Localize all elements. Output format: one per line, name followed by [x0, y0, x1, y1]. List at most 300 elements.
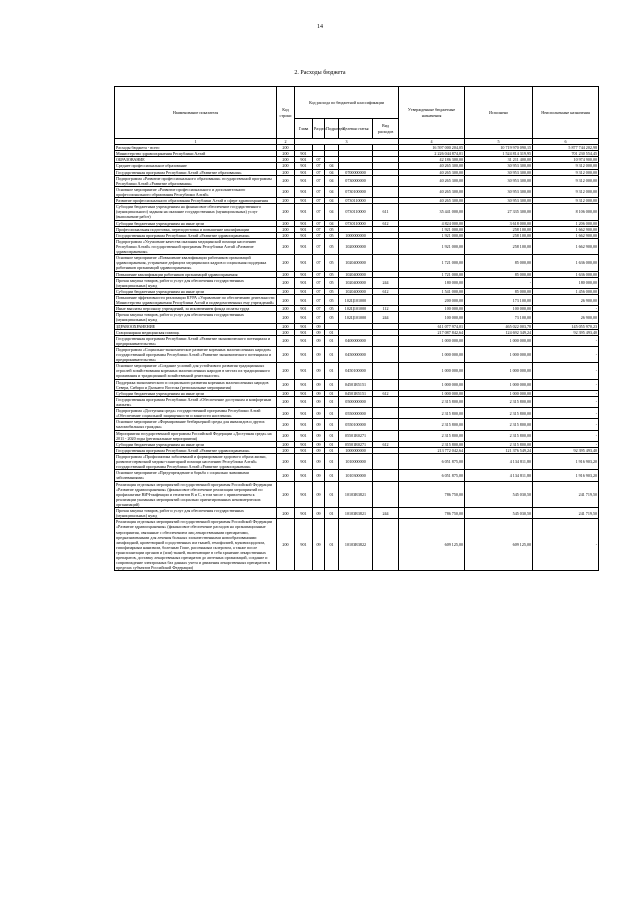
cell-gl: 901 [295, 306, 313, 312]
cell-rz: 09 [313, 390, 325, 396]
cell-code: 200 [277, 220, 295, 226]
table-row [115, 441, 599, 447]
cell-unexecuted: - [533, 441, 599, 447]
cell-approved: 611 077 974,01 [399, 323, 465, 329]
cell-rz: 09 [313, 396, 325, 407]
cell-gl: 901 [295, 408, 313, 419]
cell-pr: 04 [325, 163, 339, 169]
cell-vr [373, 481, 399, 508]
cell-code: 200 [277, 306, 295, 312]
cell-name: Профессиональная подготовка, переподготовка и повышение квалификации [115, 226, 277, 232]
cell-rz: 09 [313, 408, 325, 419]
cell-code: 200 [277, 175, 295, 186]
cell-vr: 612 [373, 390, 399, 396]
header-razdel: Раздел [313, 119, 325, 139]
cell-gl: 901 [295, 220, 313, 226]
cell-code: 200 [277, 447, 295, 453]
cell-pr: 05 [325, 255, 339, 271]
cell-cs: 10103R3821 [339, 481, 373, 508]
cell-executed: 10 719 970 090,15 [465, 145, 533, 151]
cell-cs: 0730000000 [339, 175, 373, 186]
cell-approved: 35 441 000,00 [399, 204, 465, 220]
cell-executed: 258 100,00 [465, 226, 533, 232]
cell-unexecuted: 241 719,50 [533, 508, 599, 519]
cell-cs: 10103R3822 [339, 519, 373, 571]
cell-vr: 612 [373, 441, 399, 447]
header-vid: Вид расходов [373, 119, 399, 139]
cell-gl: 901 [295, 390, 313, 396]
colnum-4: 4 [399, 139, 465, 145]
cell-name: Подпрограмма «Доступная среда» государственной программы Республики Алтай «Обеспечение социальной защищенности и занятости населения» [115, 408, 277, 419]
cell-name: Стационарная медицинская помощь [115, 329, 277, 335]
cell-code: 200 [277, 186, 295, 197]
cell-rz: 09 [313, 508, 325, 519]
cell-cs: 10103R3821 [339, 508, 373, 519]
cell-unexecuted: 1 636 000,00 [533, 271, 599, 277]
cell-code: 200 [277, 255, 295, 271]
cell-vr [373, 430, 399, 441]
section-title: 2. Расходы бюджета [294, 70, 346, 76]
cell-cs: 04501R5151 [339, 390, 373, 396]
cell-executed: 465 022 003,78 [465, 323, 533, 329]
cell-code: 200 [277, 454, 295, 470]
cell-approved: 1 721 000,00 [399, 255, 465, 271]
cell-code: 200 [277, 335, 295, 346]
cell-rz: 07 [313, 220, 325, 226]
cell-name: Иные выплаты персоналу учреждений, за исключением фонда оплаты труда [115, 306, 277, 312]
cell-executed: - [465, 277, 533, 288]
cell-approved: 213 772 042,64 [399, 447, 465, 453]
cell-gl: 901 [295, 238, 313, 254]
table-row [115, 220, 599, 226]
cell-pr: 01 [325, 454, 339, 470]
cell-cs: 0730110000 [339, 204, 373, 220]
cell-cs: 0450000000 [339, 346, 373, 362]
cell-cs: 0550000000 [339, 408, 373, 419]
cell-vr [373, 363, 399, 379]
cell-vr: 244 [373, 277, 399, 288]
colnum-1: 1 [115, 139, 277, 145]
cell-approved: 1 000 000,00 [399, 363, 465, 379]
cell-approved: 40 265 300,00 [399, 175, 465, 186]
cell-code: 200 [277, 145, 295, 151]
cell-executed: 3 618 000,00 [465, 220, 533, 226]
cell-cs: 102Ц101000 [339, 294, 373, 305]
cell-approved: 1 541 000,00 [399, 288, 465, 294]
header-code: Код строки [277, 87, 295, 139]
cell-unexecuted: 701 230 554,45 [533, 151, 599, 157]
cell-gl: 901 [295, 271, 313, 277]
cell-code: 200 [277, 519, 295, 571]
cell-vr [373, 346, 399, 362]
cell-vr [373, 396, 399, 407]
cell-code: 200 [277, 277, 295, 288]
cell-cs: 0400000000 [339, 335, 373, 346]
cell-approved: 2 226 044 874,01 [399, 151, 465, 157]
table-row [115, 379, 599, 390]
cell-gl: 901 [295, 169, 313, 175]
cell-approved: 4 824 000,00 [399, 220, 465, 226]
cell-rz: 09 [313, 329, 325, 335]
cell-unexecuted: 1 636 000,00 [533, 255, 599, 271]
cell-approved: 1 921 000,00 [399, 238, 465, 254]
cell-unexecuted: 241 719,50 [533, 481, 599, 508]
cell-unexecuted: 92 395 493,40 [533, 447, 599, 453]
cell-pr: 05 [325, 238, 339, 254]
cell-cs: 1000000000 [339, 447, 373, 453]
table-row [115, 396, 599, 407]
cell-executed: 73 100,00 [465, 312, 533, 323]
cell-executed: 1 000 000,00 [465, 363, 533, 379]
cell-name: Поддержка экономического и социального развития коренных малочисленных народов Севера, Сибири и Дальнего Востока (региональные мероприятия) [115, 379, 277, 390]
cell-rz: 09 [313, 447, 325, 453]
cell-name: Государственная программа Республики Алтай «Развитие здравоохранения» [115, 232, 277, 238]
colnum-6: 6 [533, 139, 599, 145]
cell-gl: 901 [295, 151, 313, 157]
cell-name: Государственная программа Республики Алтай «Развитие здравоохранения» [115, 447, 277, 453]
cell-code: 200 [277, 390, 295, 396]
cell-rz: 07 [313, 157, 325, 163]
cell-unexecuted: 1 916 903,20 [533, 470, 599, 481]
cell-code: 200 [277, 271, 295, 277]
cell-rz: 09 [313, 323, 325, 329]
cell-code: 200 [277, 346, 295, 362]
cell-pr: 01 [325, 408, 339, 419]
cell-name: Реализация отдельных мероприятий государственной программы Российской Федерации «Развитие здравоохранения» (финансовое обеспечение расходов на организационные мероприятия, связанные с обеспечением лиц лекарственными препаратами, предназначенными для лечения больных злокачественными новообразованиями лимфоидной, кроветворной и родственных им тканей, гемофилией, муковисцидозом, гипофизарным нанизмом, болезнью Гоше, рассеянным склерозом, а также после трансплантации органов и (или) тканей, включающие в себя хранение лекарственных препаратов, доставку лекарственных препаратов до аптечных организаций, создание и сопровождение электронных баз данных учета и движения лекарственных препаратов в пределах субъектов Российской Федерации) [115, 519, 277, 571]
table-row [115, 454, 599, 470]
cell-executed: 2 315 800,00 [465, 419, 533, 430]
cell-code: 200 [277, 481, 295, 508]
cell-gl: 901 [295, 363, 313, 379]
cell-rz: 07 [313, 294, 325, 305]
cell-pr: 01 [325, 519, 339, 571]
cell-approved: 42 186 300,00 [399, 157, 465, 163]
cell-name: Государственная программа Республики Алтай «Развитие образования» [115, 169, 277, 175]
cell-vr [373, 186, 399, 197]
cell-gl: 901 [295, 454, 313, 470]
cell-name: Повышение эффективности реализации КУРА «Управление по обеспечению деятельности Министерства здравоохранения Республики Алтай и подведомственных ему учреждений» [115, 294, 277, 305]
cell-executed: 258 100,00 [465, 238, 533, 254]
table-row [115, 277, 599, 288]
header-glava: Глава [295, 119, 313, 139]
cell-executed: 30 953 300,00 [465, 163, 533, 169]
cell-rz: 09 [313, 346, 325, 362]
cell-approved: 180 000,00 [399, 277, 465, 288]
table-row [115, 447, 599, 453]
cell-code: 200 [277, 363, 295, 379]
cell-pr: 05 [325, 271, 339, 277]
cell-vr [373, 238, 399, 254]
header-classification: Код расхода по бюджетной классификации [295, 87, 399, 119]
cell-approved: 2 315 800,00 [399, 430, 465, 441]
cell-unexecuted: 9 312 000,00 [533, 163, 599, 169]
table-row [115, 175, 599, 186]
cell-executed: 31 211 400,00 [465, 157, 533, 163]
cell-code: 200 [277, 441, 295, 447]
cell-approved: 6 051 875,00 [399, 454, 465, 470]
cell-rz: 07 [313, 232, 325, 238]
cell-rz: 07 [313, 169, 325, 175]
cell-pr: 01 [325, 379, 339, 390]
cell-vr [373, 294, 399, 305]
cell-code: 200 [277, 232, 295, 238]
cell-name: Субсидии бюджетным учреждениям на иные цели [115, 441, 277, 447]
cell-unexecuted: 1 206 000,00 [533, 220, 599, 226]
table-row [115, 186, 599, 197]
cell-gl: 901 [295, 204, 313, 220]
cell-gl: 901 [295, 232, 313, 238]
cell-executed: 1 000 000,00 [465, 390, 533, 396]
cell-executed: 121 376 549,24 [465, 447, 533, 453]
cell-vr: 244 [373, 312, 399, 323]
cell-code: 200 [277, 396, 295, 407]
table-row [115, 271, 599, 277]
cell-rz: 07 [313, 175, 325, 186]
cell-approved: 217 087 842,64 [399, 329, 465, 335]
cell-rz: 07 [313, 306, 325, 312]
header-name: Наименование показателя [115, 87, 277, 139]
cell-unexecuted: - [533, 363, 599, 379]
cell-approved: 2 315 800,00 [399, 419, 465, 430]
header-executed: Исполнено [465, 87, 533, 139]
table-row [115, 238, 599, 254]
cell-code: 200 [277, 204, 295, 220]
cell-pr: 05 [325, 294, 339, 305]
cell-cs: 05501R0271 [339, 441, 373, 447]
cell-rz: 09 [313, 335, 325, 346]
cell-executed: 30 953 300,00 [465, 198, 533, 204]
cell-rz: 09 [313, 419, 325, 430]
cell-approved: 1 000 000,00 [399, 390, 465, 396]
cell-cs: 1020400000 [339, 288, 373, 294]
cell-rz: 09 [313, 363, 325, 379]
cell-vr: 244 [373, 508, 399, 519]
colnum-5: 5 [465, 139, 533, 145]
cell-rz: 07 [313, 226, 325, 232]
cell-unexecuted: 1 916 903,20 [533, 454, 599, 470]
cell-rz: 07 [313, 163, 325, 169]
page-number: 14 [317, 24, 323, 30]
cell-rz: 07 [313, 238, 325, 254]
cell-gl: 901 [295, 323, 313, 329]
cell-executed: 1 000 000,00 [465, 346, 533, 362]
cell-code: 200 [277, 329, 295, 335]
cell-rz: 07 [313, 277, 325, 288]
cell-name: Развитие профессионального образования Республики Алтай в сфере здравоохранения [115, 198, 277, 204]
cell-pr: 04 [325, 169, 339, 175]
cell-executed: 2 315 800,00 [465, 441, 533, 447]
cell-executed: 124 692 349,24 [465, 329, 533, 335]
cell-unexecuted: 1 662 900,00 [533, 226, 599, 232]
cell-pr: 01 [325, 470, 339, 481]
cell-pr: 05 [325, 288, 339, 294]
cell-approved: 1 921 000,00 [399, 232, 465, 238]
cell-name: ЗДРАВООХРАНЕНИЕ [115, 323, 277, 329]
cell-gl: 901 [295, 519, 313, 571]
table-row [115, 169, 599, 175]
cell-pr: 04 [325, 175, 339, 186]
table-row [115, 335, 599, 346]
cell-approved: 786 750,00 [399, 481, 465, 508]
cell-cs: 1000000000 [339, 232, 373, 238]
cell-name: Мероприятия государственной программы Российской Федерации «Доступная среда» на 2011 - 2020 годы (региональные мероприятия) [115, 430, 277, 441]
cell-gl: 901 [295, 163, 313, 169]
cell-gl: 901 [295, 396, 313, 407]
table-body [115, 145, 599, 571]
table-row [115, 390, 599, 396]
cell-cs: 102Ц101000 [339, 306, 373, 312]
cell-vr: 611 [373, 204, 399, 220]
cell-rz: 09 [313, 454, 325, 470]
cell-unexecuted: 1 662 900,00 [533, 238, 599, 254]
cell-executed: 85 000,00 [465, 255, 533, 271]
header-unexecuted: Неисполненные назначения [533, 87, 599, 139]
table-row [115, 419, 599, 430]
cell-vr: 612 [373, 288, 399, 294]
table-row [115, 470, 599, 481]
table-row [115, 204, 599, 220]
cell-cs: 1020000000 [339, 238, 373, 254]
cell-rz: 07 [313, 198, 325, 204]
cell-executed: 545 030,50 [465, 508, 533, 519]
cell-name: Государственная программа Республики Алтай «Развитие экономического потенциала и предпринимательства» [115, 335, 277, 346]
cell-cs: 1010000000 [339, 454, 373, 470]
cell-gl: 901 [295, 470, 313, 481]
cell-name: Расходы бюджета - всего [115, 145, 277, 151]
table-row [115, 481, 599, 508]
cell-code: 200 [277, 408, 295, 419]
table-row [115, 294, 599, 305]
cell-name: Субсидии бюджетным учреждениям на иные цели [115, 288, 277, 294]
cell-gl: 901 [295, 447, 313, 453]
cell-name: Министерство здравоохранения Республики Алтай [115, 151, 277, 157]
cell-executed: 85 000,00 [465, 271, 533, 277]
cell-unexecuted: 9 312 000,00 [533, 198, 599, 204]
cell-unexecuted: 180 000,00 [533, 277, 599, 288]
cell-name: Основное мероприятие «Предупреждение и борьба с социально значимыми заболеваниями» [115, 470, 277, 481]
cell-name: ОБРАЗОВАНИЕ [115, 157, 277, 163]
cell-code: 200 [277, 226, 295, 232]
cell-unexecuted: 145 055 970,23 [533, 323, 599, 329]
table-row [115, 430, 599, 441]
cell-name: Основное мероприятие «Повышение квалификации работников организаций здравоохранения, устранение дефицита медицинских кадров и социальная поддержка работников организаций здравоохранения» [115, 255, 277, 271]
table-row [115, 363, 599, 379]
cell-gl: 901 [295, 255, 313, 271]
cell-gl: 901 [295, 508, 313, 519]
cell-code: 200 [277, 430, 295, 441]
cell-name: Подпрограмма «Профилактика заболеваний и формирование здорового образа жизни, развитие первичной медико-санитарной помощи населению Республики Алтай» государственной программы Республики Алтай «Развитие здравоохранения» [115, 454, 277, 470]
cell-unexecuted: 8 106 000,00 [533, 204, 599, 220]
cell-vr [373, 454, 399, 470]
cell-cs: 1010300000 [339, 470, 373, 481]
cell-vr [373, 255, 399, 271]
cell-cs: 0550100000 [339, 419, 373, 430]
cell-unexecuted: 9 312 000,00 [533, 186, 599, 197]
cell-cs: 05501R0271 [339, 430, 373, 441]
cell-gl: 901 [295, 186, 313, 197]
cell-approved: 40 265 300,00 [399, 186, 465, 197]
cell-pr: 04 [325, 186, 339, 197]
cell-code: 200 [277, 470, 295, 481]
cell-gl: 901 [295, 419, 313, 430]
cell-rz: 09 [313, 519, 325, 571]
cell-gl: 901 [295, 312, 313, 323]
cell-vr [373, 419, 399, 430]
cell-name: Прочая закупка товаров, работ и услуг для обеспечения государственных (муниципальных) нужд [115, 508, 277, 519]
cell-approved: 1 000 000,00 [399, 335, 465, 346]
cell-cs: 0730100000 [339, 186, 373, 197]
cell-unexecuted: - [533, 519, 599, 571]
cell-name: Субсидии бюджетным учреждениям на иные цели [115, 390, 277, 396]
cell-vr [373, 335, 399, 346]
cell-pr: 01 [325, 329, 339, 335]
cell-gl: 901 [295, 430, 313, 441]
cell-name: Основное мероприятие «Формирование безбарьерной среды для инвалидов и других маломобильных граждан» [115, 419, 277, 430]
cell-vr [373, 470, 399, 481]
cell-vr: 112 [373, 306, 399, 312]
table-row [115, 408, 599, 419]
cell-approved: 6 051 875,00 [399, 470, 465, 481]
cell-name: Прочая закупка товаров, работ и услуг для обеспечения государственных (муниципальных) нужд [115, 312, 277, 323]
cell-approved: 786 750,00 [399, 508, 465, 519]
cell-unexecuted: - [533, 390, 599, 396]
cell-gl: 901 [295, 481, 313, 508]
cell-rz: 09 [313, 430, 325, 441]
cell-name: Подпрограмма «Улучшение качества оказания медицинской помощи населению Республики Алтай» государственной программы Республики Алтай «Развитие здравоохранения» [115, 238, 277, 254]
cell-name: Реализация отдельных мероприятий государственной программы Российской Федерации «Развитие здравоохранения» (финансовое обеспечение реализации мероприятий по профилактике ВИЧ-инфекции и гепатитов B и C, в том числе с привлечением к реализации указанных мероприятий социально ориентированных некоммерческих организаций) [115, 481, 277, 508]
cell-unexecuted: 9 312 000,00 [533, 175, 599, 186]
table-row [115, 312, 599, 323]
cell-approved: 2 315 800,00 [399, 441, 465, 447]
cell-pr: 05 [325, 232, 339, 238]
cell-cs: 102Ц101000 [339, 312, 373, 323]
cell-cs: 1020400000 [339, 277, 373, 288]
cell-vr [373, 519, 399, 571]
cell-cs: 1020400000 [339, 255, 373, 271]
table-row [115, 198, 599, 204]
cell-code: 200 [277, 419, 295, 430]
cell-pr: 01 [325, 430, 339, 441]
cell-unexecuted: - [533, 396, 599, 407]
cell-gl: 901 [295, 157, 313, 163]
cell-code: 200 [277, 379, 295, 390]
cell-rz: 07 [313, 255, 325, 271]
cell-pr: 04 [325, 204, 339, 220]
cell-pr: 01 [325, 335, 339, 346]
table-row [115, 519, 599, 571]
cell-cs: 0450100000 [339, 363, 373, 379]
cell-cs: 04501R5151 [339, 379, 373, 390]
cell-unexecuted: 1 456 000,00 [533, 288, 599, 294]
cell-executed: 173 100,00 [465, 294, 533, 305]
cell-pr: 01 [325, 346, 339, 362]
cell-code: 200 [277, 151, 295, 157]
cell-approved: 1 000 000,00 [399, 379, 465, 390]
cell-name: Субсидии бюджетным учреждениям на финансовое обеспечение государственного (муниципального) задания на оказание государственных (муниципальных) услуг (выполнение работ) [115, 204, 277, 220]
cell-unexecuted: 92 395 493,40 [533, 329, 599, 335]
table-row [115, 288, 599, 294]
cell-executed: 30 953 300,00 [465, 175, 533, 186]
header-target: Целевая статья [339, 119, 373, 139]
cell-executed: 1 000 000,00 [465, 335, 533, 346]
expenses-table [114, 86, 599, 571]
cell-code: 200 [277, 288, 295, 294]
cell-code: 200 [277, 312, 295, 323]
cell-executed: 4 134 811,80 [465, 470, 533, 481]
cell-executed: 30 953 300,00 [465, 169, 533, 175]
cell-unexecuted: - [533, 346, 599, 362]
cell-gl: 901 [295, 379, 313, 390]
